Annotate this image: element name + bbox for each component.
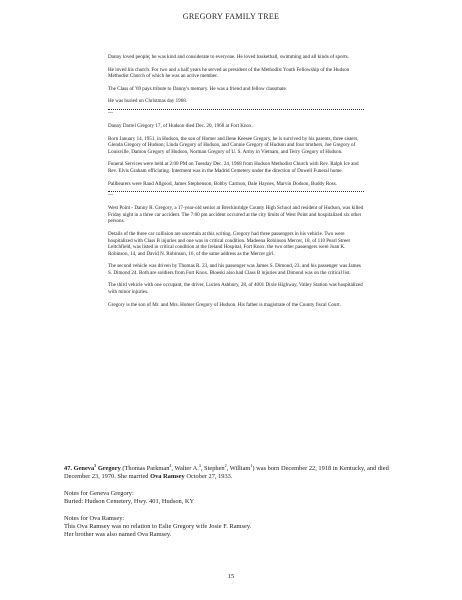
- lineage-text: , Stephen: [200, 465, 225, 472]
- separator-mark: ---: [108, 110, 113, 116]
- generation-superscript: 5: [94, 462, 97, 468]
- accident-paragraph-2: Details of the three car collision are uncertain at this writing. Gregory had three passengers in his vehicle. Two were hospitalized with Class B injuries and one was in critical condition. Madeena Robinson Mercer, 18, of 110 Pearl Street Leitchfield, was listed in critical condition at the Ireland Hospital, Fort Knox. the two other passengers were Joan K. Robinson, 14, and David N. Robinson, 16, of the same address as the Mercer girl.: [108, 230, 350, 257]
- entry-number: 47.: [64, 465, 72, 472]
- page-number: 15: [227, 573, 235, 580]
- accident-paragraph-1: West Point - Danny R. Gregory, a 17-year-old senior at Breckinridge County High School and resident of Hudson, was killed Friday night in a three car accident. The 7:00 pm accident occurred at the city limits of West Point and hospitalized six other persons.: [108, 205, 364, 225]
- marriage-date: October 27, 1933.: [186, 473, 233, 480]
- clipping-section: [108, 54, 364, 314]
- tribute-paragraph-1: Danny loved people; he was kind and considerate to everyone. He loved basketball, swimming and all kinds of sports.: [108, 54, 349, 60]
- dotted-divider: [108, 109, 364, 110]
- accident-paragraph-5: Gregory is the son of Mr. and Mrs. Homer Gregory of Hudson. His father is magistrate of the County fiscal Court.: [108, 301, 341, 308]
- dotted-divider: [108, 191, 364, 192]
- obituary-paragraph-1: Danny Darrel Gregory 17, of Hudson died Dec. 20, 1968 at Fort Knox.: [108, 122, 253, 129]
- tribute-paragraph-2: He loved his church. For two and a half years he served as president of the Methodist Youth Fellowship of the Hudson Methodist Church of which he was an active member.: [108, 66, 350, 80]
- lineage-text: , Walter A.: [171, 465, 199, 472]
- accident-paragraph-3: The second vehicle was driven by Thomas R. 23, and his passenger was James S. Dimond, 23. and his passenger was James S. Dimond 24. Both are soldiers from Fort Knox. Bloeski also had Class B injuries and Dimond was on the critical list.: [108, 263, 361, 276]
- accident-paragraph-4: The third vehicle with one occupant, the driver, Lucien Ashbury, 28, of 4001 Dixie Highway, Valley Station was hospitalized with minor injuries.: [108, 282, 363, 296]
- lineage-text: , William: [226, 465, 251, 472]
- entry-line-2: Kentucky, and died December 23, 1970. She married: [64, 465, 389, 480]
- lineage-superscript: 1: [250, 462, 253, 468]
- obituary-paragraph-3: Funeral Services were held at 2:00 PM on Tuesday Dec. 24, 1968 from Hudson Methodist Church with Rev. Ralph Ice and Rev. Elvis Graham officiating. Interment was in the Madrid Cemetery under the direction of Dowell Funeral home.: [108, 161, 359, 174]
- lineage-text: ) was born December 22, 1918 in: [252, 465, 338, 472]
- notes-ova-title: Notes for Ova Ramsey:: [64, 515, 125, 522]
- spouse-name: Ova Ramsey: [150, 473, 185, 480]
- lineage-text: (Thomas Parkman: [122, 465, 170, 472]
- separator-mark: ---: [108, 193, 113, 199]
- entry-first-name: Geneva: [73, 465, 95, 472]
- obituary-paragraph-4: Pallbearers were Rand Allgood, James Stephenson, Bobby Carmon, Dale Haynes, Marvin Dodson, Buddy Ross.: [108, 180, 338, 187]
- notes-geneva-buried: Buried: Hudson Cemetery, Hwy. 401, Hudson, KY: [64, 498, 195, 505]
- notes-ova-line-2: Her brother was also named Ova Ramsey.: [64, 531, 172, 538]
- genealogy-entry-section: [64, 462, 394, 539]
- genealogy-entry: [64, 462, 394, 481]
- page-header: GREGORY FAMILY TREE: [182, 12, 280, 21]
- lineage-superscript: 3: [198, 462, 201, 468]
- entry-last-name: Gregory: [97, 465, 121, 472]
- notes-geneva-title: Notes for Geneva Gregory:: [64, 490, 134, 497]
- obituary-paragraph-2: Born January 14, 1951, in Hudson, the son of Homer and Ilene Keesee Gregory, he is survived by his parents, three sisters, Glenda Gregory of Hudson; Linda Gregory of Hudson, and Connie Gregory of Hudson and four brothers, Joe Gregory of Louisville, Damon Gregory of Hudson, Norman Gregory of U. S. Army in Vietnam, and Terry Gregory of Hudson.: [108, 135, 359, 155]
- lineage-superscript: 4: [169, 462, 172, 468]
- lineage-superscript: 2: [224, 462, 227, 468]
- tribute-paragraph-4: He was buried on Christmas day 1968.: [108, 98, 188, 105]
- notes-ova-line-1: This Ova Ramsey was no relation to Eslie Gregory wife Josie F. Ramsey.: [64, 523, 252, 530]
- tribute-paragraph-3: The Class of '69 pays tribute to Danny's memory. He was a friend and fellow classmate.: [108, 85, 288, 92]
